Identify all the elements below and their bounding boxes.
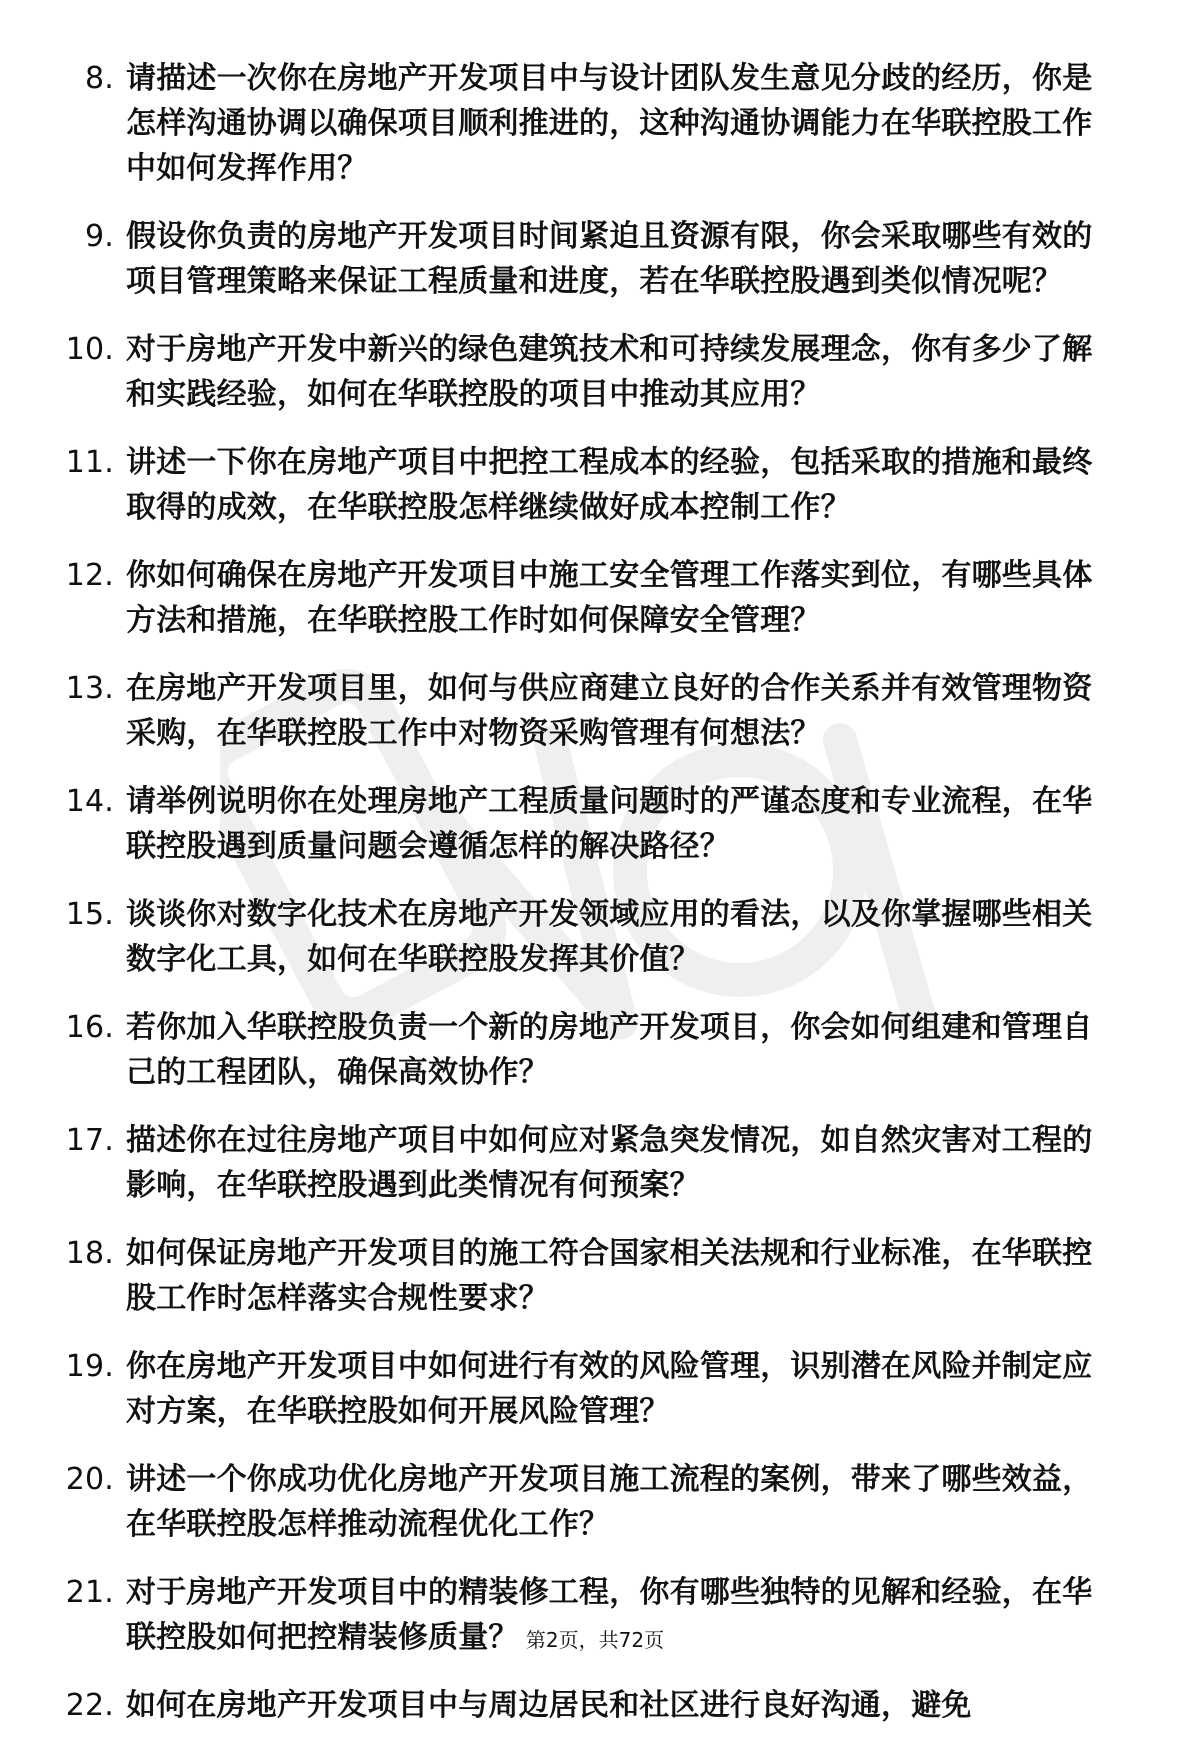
question-item xyxy=(52,779,1112,869)
question-text: 请举例说明你在处理房地产工程质量问题时的严谨态度和专业流程，在华联控股遇到质量问题会遵循怎样的解决路径？ xyxy=(126,784,1093,864)
question-number: 14. xyxy=(65,784,114,819)
question-text: 如何保证房地产开发项目的施工符合国家相关法规和行业标准，在华联控股工作时怎样落实合规性要求？ xyxy=(126,1236,1093,1316)
question-number: 21. xyxy=(65,1575,114,1610)
question-text: 请描述一次你在房地产开发项目中与设计团队发生意见分歧的经历，你是怎样沟通协调以确保项目顺利推进的，这种沟通协调能力在华联控股工作中如何发挥作用？ xyxy=(126,61,1093,186)
question-number: 13. xyxy=(65,671,114,706)
question-text: 假设你负责的房地产开发项目时间紧迫且资源有限，你会采取哪些有效的项目管理策略来保证工程质量和进度，若在华联控股遇到类似情况呢？ xyxy=(126,219,1093,299)
question-number: 19. xyxy=(65,1349,114,1384)
question-item xyxy=(52,1683,1112,1728)
question-text: 对于房地产开发中新兴的绿色建筑技术和可持续发展理念，你有多少了解和实践经验，如何在华联控股的项目中推动其应用？ xyxy=(126,332,1093,412)
question-item xyxy=(52,56,1112,191)
question-item xyxy=(52,214,1112,304)
question-text: 讲述一下你在房地产项目中把控工程成本的经验，包括采取的措施和最终取得的成效，在华联控股怎样继续做好成本控制工作？ xyxy=(126,445,1093,525)
question-text: 你如何确保在房地产开发项目中施工安全管理工作落实到位，有哪些具体方法和措施，在华联控股工作时如何保障安全管理？ xyxy=(126,558,1093,638)
question-text: 对于房地产开发项目中的精装修工程，你有哪些独特的见解和经验，在华联控股如何把控精装修质量？ xyxy=(126,1575,1093,1655)
question-number: 16. xyxy=(65,1010,114,1045)
question-text: 你在房地产开发项目中如何进行有效的风险管理，识别潜在风险并制定应对方案，在华联控股如何开展风险管理？ xyxy=(126,1349,1093,1429)
question-number: 10. xyxy=(65,332,114,367)
question-number: 11. xyxy=(65,445,114,480)
question-number: 9. xyxy=(84,219,114,254)
question-text: 如何在房地产开发项目中与周边居民和社区进行良好沟通，避免 xyxy=(126,1688,972,1723)
question-item xyxy=(52,1457,1112,1547)
question-text: 谈谈你对数字化技术在房地产开发领域应用的看法，以及你掌握哪些相关数字化工具，如何在华联控股发挥其价值？ xyxy=(126,897,1093,977)
question-item xyxy=(52,892,1112,982)
question-number: 15. xyxy=(65,897,114,932)
question-text: 在房地产开发项目里，如何与供应商建立良好的合作关系并有效管理物资采购，在华联控股工作中对物资采购管理有何想法？ xyxy=(126,671,1093,751)
question-item xyxy=(52,327,1112,417)
page-footer: 第2页，共72页 xyxy=(525,1628,665,1652)
question-number: 12. xyxy=(65,558,114,593)
question-item xyxy=(52,1005,1112,1095)
question-item xyxy=(52,1118,1112,1208)
question-item xyxy=(52,553,1112,643)
question-number: 17. xyxy=(65,1123,114,1158)
question-text: 若你加入华联控股负责一个新的房地产开发项目，你会如何组建和管理自己的工程团队，确保高效协作？ xyxy=(126,1010,1093,1090)
question-item xyxy=(52,1344,1112,1434)
question-number: 18. xyxy=(65,1236,114,1271)
question-item xyxy=(52,440,1112,530)
question-number: 20. xyxy=(65,1462,114,1497)
question-item xyxy=(52,1231,1112,1321)
question-number: 8. xyxy=(84,61,114,96)
question-item xyxy=(52,666,1112,756)
question-list xyxy=(52,56,1112,1751)
question-number: 22. xyxy=(65,1688,114,1723)
question-text: 描述你在过往房地产项目中如何应对紧急突发情况，如自然灾害对工程的影响，在华联控股遇到此类情况有何预案？ xyxy=(126,1123,1093,1203)
question-text: 讲述一个你成功优化房地产开发项目施工流程的案例，带来了哪些效益，在华联控股怎样推动流程优化工作？ xyxy=(126,1462,1093,1542)
